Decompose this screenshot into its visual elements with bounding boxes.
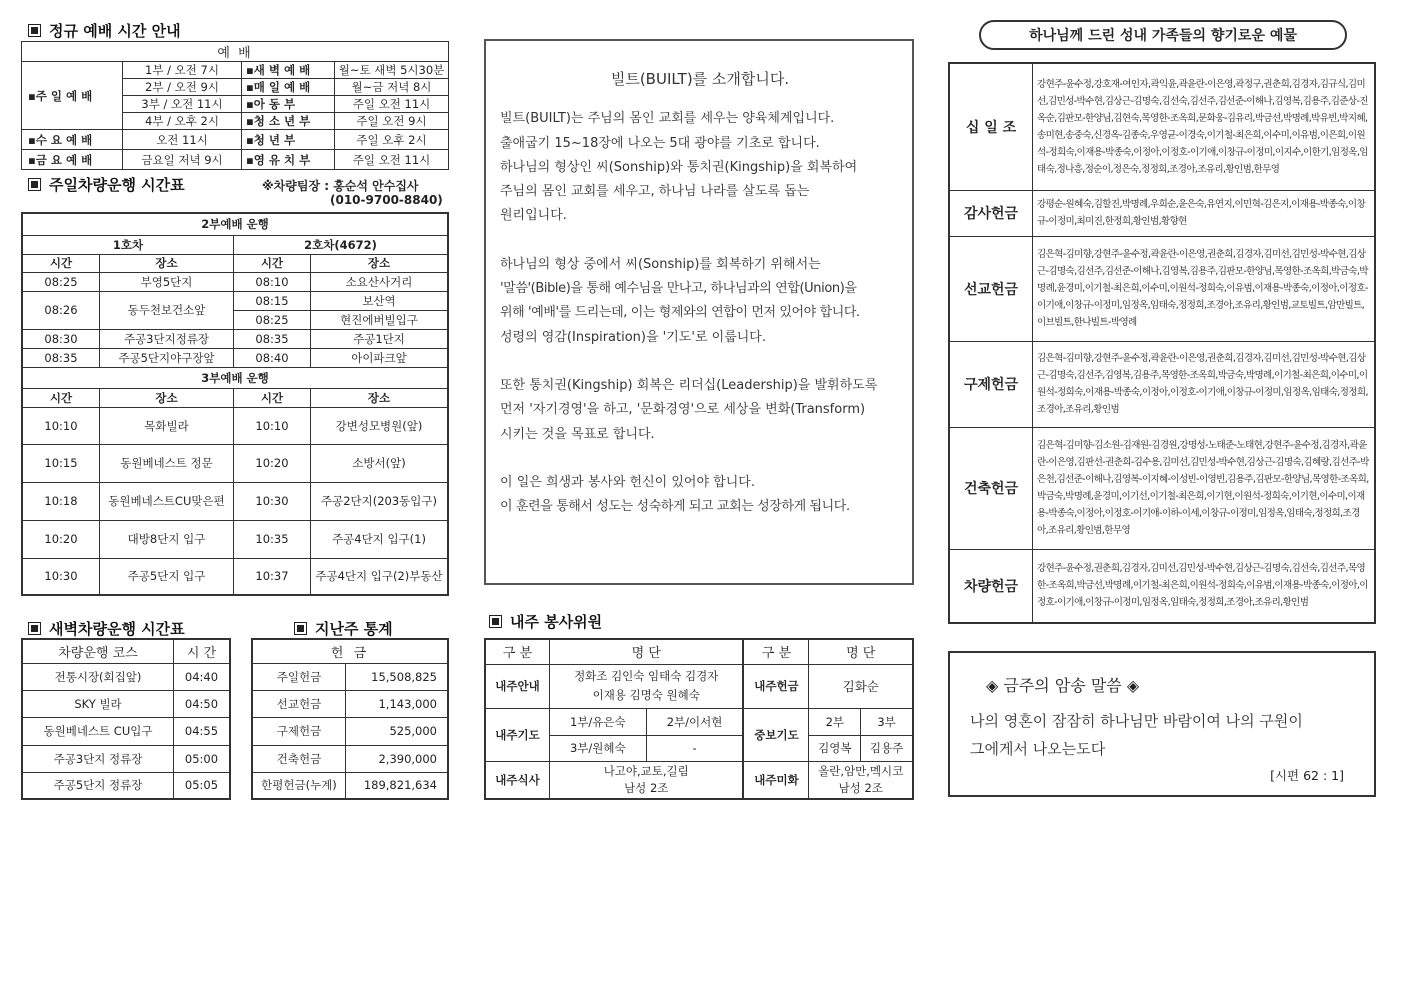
table-row: 한평헌금(누계) — [252, 772, 346, 799]
text-line: 하나님의 형상 중에서 씨(Sonship)를 회복하기 위해서는 — [500, 256, 821, 272]
built-paragraph-1 — [500, 107, 900, 228]
sunday-time-1: 1부 / 오전 7시 — [123, 62, 242, 79]
table-row: 보산역 — [311, 291, 449, 310]
built-paragraph-2 — [500, 253, 900, 350]
youth-label: ▪청 년 부 — [242, 130, 335, 150]
built-paragraph-4 — [500, 471, 900, 520]
bus-section-title — [28, 174, 185, 195]
table-row: 10:30 — [234, 482, 311, 520]
kinder-label: ▪영 유 치 부 — [242, 150, 335, 170]
table-row: 04:40 — [174, 663, 231, 690]
table-row: 소요산사거리 — [311, 272, 449, 291]
verse-reference: [시편 62 : 1] — [1270, 768, 1344, 783]
offering-names: 강현주-윤수정,강호재-여인자,곽익윤,곽윤란-이은영,곽정구,권춘희,김경자,김규식,김미선,김민성-박수현,김상근-김명숙,김선숙,김선주,김선준-이해나,김영복,김용주,김준상-진옥순,김판모-한양님,김현숙,목영한-조옥희,문화웅-김유리,박금선,박명례,박유빈,박지혜,송미현,송중숙,신경옥-김종숙,우영균-이경숙,이기철-최은희,이수미,이유범,이은희,이원석-정희숙,이재용-박종숙,이정아,이정호-이기애,이창규-이정미,이지수,이한기,임정옥,임태숙,정나흥,정순이,정은숙,정정희,조경아,조유리,황인범,한무영 — [1033, 63, 1376, 190]
worship-header: 예 배 — [22, 42, 449, 62]
table-row: 08:35 — [234, 329, 311, 348]
names-line: 올란,암만,멕시코 — [818, 763, 904, 778]
table-row: 대방8단지 입구 — [100, 520, 234, 558]
col-time: 시간 — [22, 388, 100, 407]
verse-line: 나의 영혼이 잠잠히 하나님만 바람이여 나의 구원이 — [970, 712, 1303, 730]
prayer-1: 1부/유은숙 — [550, 708, 647, 735]
built-intro-box — [484, 39, 914, 585]
verse-title: ◈ 금주의 암송 말씀 ◈ — [986, 676, 1140, 695]
text-line: 이 일은 희생과 봉사와 헌신이 있어야 합니다. — [500, 474, 755, 490]
text-line: 하나님의 형상인 씨(Sonship)와 통치권(Kingship)을 회복하여 — [500, 159, 858, 175]
table-row: 주공5단지야구장앞 — [100, 348, 234, 367]
friday-time: 금요일 저녁 9시 — [123, 150, 242, 170]
sunday-time-2: 2부 / 오전 9시 — [123, 79, 242, 96]
square-bullet-icon — [28, 622, 41, 635]
bus-leader: ※차량팀장 : 홍순석 안수집사 — [262, 179, 419, 193]
text-line: 주님의 몸인 교회를 세우고, 하나님 나라를 살도록 돕는 — [500, 184, 810, 200]
names-line: 이재용 김명숙 원혜숙 — [592, 688, 700, 702]
table-row: 주공5단지 입구 — [100, 558, 234, 595]
sunday-time-3: 3부 / 오전 11시 — [123, 96, 242, 113]
dawn-bus-table — [21, 638, 231, 800]
offering-names: 김은혁-김미향,강현주-윤수정,곽윤란-이은영,권춘희,김경자,김미선,김민성-박수현,김상근-김명숙,김선주,김영복,김용주,목영한-조옥희,박금숙,박명례,이기철-최은희,이수미,이원석-정희숙,이재용-박종숙,이정아,이정호-이기애,이창규-이정미,임정옥,임태숙,정정희,조경아,조유리,황인범 — [1033, 341, 1376, 427]
intercession-header-2: 2부 — [809, 708, 861, 735]
text-line: 출애굽기 15~18장에 나오는 5대 광야를 기초로 합니다. — [500, 135, 820, 151]
names-line: 나고야,교토,길림 — [603, 763, 689, 778]
intercession-header-3: 3부 — [861, 708, 913, 735]
text-line: 이 훈련을 통해서 성도는 성숙하게 되고 교회는 성장하게 됩니다. — [500, 499, 850, 515]
col-time: 시 간 — [174, 639, 231, 663]
table-row: 05:00 — [174, 745, 231, 772]
table-row: 04:55 — [174, 717, 231, 745]
text-line: 원리입니다. — [500, 208, 567, 224]
table-row: 08:40 — [234, 348, 311, 367]
offerings-title-pill — [979, 20, 1347, 50]
text-line: 먼저 '자기경영'을 하고, '문화경영'으로 세상을 변화(Transform) — [500, 402, 866, 418]
col-place: 장소 — [100, 388, 234, 407]
wednesday-time: 오전 11시 — [123, 130, 242, 150]
bus-title: 주일차량운행 시간표 — [49, 176, 185, 194]
offering-type-label: 선교헌금 — [949, 236, 1033, 341]
table-row: 동원베네스트CU맞은편 — [100, 482, 234, 520]
offering-type-label: 건축헌금 — [949, 427, 1033, 549]
table-row: 구제헌금 — [252, 717, 346, 745]
table-row: 08:25 — [234, 310, 311, 329]
stats-title: 지난주 통계 — [315, 620, 393, 638]
teen-label: ▪청 소 년 부 — [242, 113, 335, 130]
names-line: 남성 2조 — [838, 780, 883, 795]
table-row: 10:10 — [234, 407, 311, 444]
table-row: 주공3단지정류장 — [100, 329, 234, 348]
table-row: 10:37 — [234, 558, 311, 595]
text-line: 빌트(BUILT)는 주님의 몸인 교회를 세우는 양육체계입니다. — [500, 111, 835, 127]
stats-header: 헌 금 — [252, 639, 448, 663]
table-row: 08:25 — [22, 272, 100, 291]
servants-title: 내주 봉사위원 — [510, 613, 603, 631]
table-row: 04:50 — [174, 690, 231, 717]
offerings-table — [948, 62, 1376, 624]
text-line: 위해 '예배'를 드리는데, 이는 형제와의 연합이 먼저 있어야 합니다. — [500, 305, 860, 321]
kinder-time: 주일 오전 11시 — [335, 150, 449, 170]
col-names: 명 단 — [550, 639, 744, 664]
offering-type-label: 구제헌금 — [949, 341, 1033, 427]
table-row: 주공4단지 입구(2)부동산 — [311, 558, 449, 595]
worship-section-title — [28, 20, 181, 41]
table-row: 선교헌금 — [252, 690, 346, 717]
table-row: 525,000 — [346, 717, 449, 745]
offering-names: 김은혁-김미향-김소원-김재원-김경원,강명성-노태준-노태현,강현주-윤수정,김경자,곽윤란-이은영,김판선-권춘희-김수용,김미선,김민성-박수현,김상근-김명숙,김혜랑,김선주-박은천,김선준-이해나,김영복-이지혜-이성빈-이영빈,김용주,김판모-한양님,목영한-조옥희,박금숙,박명례,윤경미,이기선,이기철-최은희,이기현,이원석-정희숙,이기현,이수미,이재용-박종숙,이정아,이정호-이기애-이하-이세,이창규-이정미,임정옥,임태숙,정정희,조경아,조유리,황인범,한무영 — [1033, 427, 1376, 549]
meal-names — [550, 761, 744, 799]
table-row: 주공5단지 정류장 — [22, 772, 174, 799]
offering-names: 강현주-윤수정,권춘희,김경자,김미선,김민성-박수현,김상근-김명숙,김선숙,김선주,목영한-조옥희,박금선,박명례,이기철-최은희,이원석-정희숙,이유범,이재용-박종숙,이정아,이정호-이기애,이창규-이정미,임정옥,임태숙,정정희,조경아,조유리,황인범 — [1033, 549, 1376, 623]
table-row: 08:10 — [234, 272, 311, 291]
square-bullet-icon — [28, 178, 41, 191]
guide-names — [550, 664, 744, 708]
table-row: 05:05 — [174, 772, 231, 799]
worship-title: 정규 예배 시간 안내 — [49, 22, 181, 40]
table-row: 1,143,000 — [346, 690, 449, 717]
offerings-title: 하나님께 드린 성내 가족들의 향기로운 예물 — [1029, 28, 1297, 44]
dawn-time: 월~토 새벽 5시30분 — [335, 62, 449, 79]
daily-label: ▪매 일 예 배 — [242, 79, 335, 96]
car2-header: 2호차(4672) — [234, 235, 449, 254]
table-row: 15,508,825 — [346, 663, 449, 690]
cleaning-names — [809, 761, 913, 799]
table-row: 주공2단지(203동입구) — [311, 482, 449, 520]
worship-schedule-table — [21, 41, 449, 170]
col-time: 시간 — [234, 388, 311, 407]
names-line: 남성 2조 — [624, 780, 669, 795]
table-row: 건축헌금 — [252, 745, 346, 772]
verse-text — [970, 707, 1303, 763]
children-time: 주일 오전 11시 — [335, 96, 449, 113]
memory-verse-box — [948, 651, 1376, 797]
text-line: 시키는 것을 목표로 합니다. — [500, 426, 655, 442]
table-row: 주공3단지 정류장 — [22, 745, 174, 772]
cleaning-label: 내주미화 — [743, 761, 809, 799]
table-row: 08:35 — [22, 348, 100, 367]
offering-names: 김화순 — [809, 664, 913, 708]
dawn-label: ▪새 벽 예 배 — [242, 62, 335, 79]
table-row: 동원베네스트 정문 — [100, 444, 234, 482]
square-bullet-icon — [489, 615, 502, 628]
col-time: 시간 — [22, 254, 100, 272]
dawn-title: 새벽차량운행 시간표 — [49, 620, 185, 638]
table-row: 08:30 — [22, 329, 100, 348]
intercession-label: 중보기도 — [743, 708, 809, 761]
table-row: 전통시장(회집앞) — [22, 663, 174, 690]
table-row: 주공4단지 입구(1) — [311, 520, 449, 558]
table-row: 10:15 — [22, 444, 100, 482]
text-line: 성령의 영감(Inspiration)을 '기도'로 이룹니다. — [500, 329, 766, 345]
table-row: 아이파크앞 — [311, 348, 449, 367]
friday-label: ▪금 요 예 배 — [22, 150, 123, 170]
servants-section-title — [489, 611, 602, 632]
teen-time: 주일 오전 9시 — [335, 113, 449, 130]
service2-header: 2부예배 운행 — [22, 213, 448, 235]
col-division: 구 분 — [743, 639, 809, 664]
built-title: 빌트(BUILT)를 소개합니다. — [610, 70, 790, 88]
daily-time: 월~금 저녁 8시 — [335, 79, 449, 96]
bus-phone: (010-9700-8840) — [330, 193, 443, 207]
table-row: 08:26 — [22, 291, 100, 329]
sunday-bus-table — [21, 212, 449, 596]
table-row: SKY 빌라 — [22, 690, 174, 717]
table-row: 10:20 — [234, 444, 311, 482]
verse-line: 그에게서 나오는도다 — [970, 740, 1106, 758]
car1-header: 1호차 — [22, 235, 234, 254]
built-paragraph-3 — [500, 374, 900, 447]
table-row: 10:18 — [22, 482, 100, 520]
table-row: 동원베네스트 CU입구 — [22, 717, 174, 745]
dawn-section-title — [28, 618, 185, 639]
sunday-label: ▪주 일 예 배 — [22, 62, 123, 130]
children-label: ▪아 동 부 — [242, 96, 335, 113]
offering-names: 강평순-원혜숙,김할진,박명례,우희순,윤은숙,유연지,이민혁-김은지,이재용-박종숙,이창규-이정미,최미진,한정희,황인범,황향현 — [1033, 190, 1376, 236]
stats-table — [251, 638, 449, 800]
meal-label: 내주식사 — [485, 761, 550, 799]
table-row: 소방서(앞) — [311, 444, 449, 482]
intercession-name-3: 김용주 — [861, 735, 913, 761]
table-row: 189,821,634 — [346, 772, 449, 799]
prayer-4: - — [646, 735, 743, 761]
offering-label: 내주헌금 — [743, 664, 809, 708]
table-row: 목화빌라 — [100, 407, 234, 444]
col-names: 명 단 — [809, 639, 913, 664]
square-bullet-icon — [294, 622, 307, 635]
table-row: 부영5단지 — [100, 272, 234, 291]
offering-names: 김은혁-김미향,강현주-윤수정,곽윤란-이은영,권춘희,김경자,김미선,김민성-박수현,김상근-김명숙,김선주,김선준-이해나,김영복,김용주,김판모-한양님,목영한-조옥희,박금숙,박명례,윤경미,이기철-최은희,이수미,이원석-정희숙,이유범,이재용-박종숙,이정아,이정호-이기애,이창규-이정미,임정옥,임태숙,정정희,조경아,조유리,황인범,교토빌트,암만빌트,이브빌트,한나빌트-박영례 — [1033, 236, 1376, 341]
square-bullet-icon — [28, 24, 41, 37]
service3-header: 3부예배 운행 — [22, 367, 448, 388]
names-line: 정화조 김인숙 임태숙 김경자 — [574, 669, 719, 683]
table-row: 10:30 — [22, 558, 100, 595]
col-course: 차량운행 코스 — [22, 639, 174, 663]
table-row: 주일헌금 — [252, 663, 346, 690]
text-line: 또한 통치권(Kingship) 회복은 리더십(Leadership)을 발휘하도록 — [500, 377, 878, 393]
table-row: 2,390,000 — [346, 745, 449, 772]
col-place: 장소 — [311, 388, 449, 407]
wednesday-label: ▪수 요 예 배 — [22, 130, 123, 150]
sunday-time-4: 4부 / 오후 2시 — [123, 113, 242, 130]
servants-table — [484, 638, 914, 800]
table-row: 강변성모병원(앞) — [311, 407, 449, 444]
table-row: 현진에버빌입구 — [311, 310, 449, 329]
youth-time: 주일 오후 2시 — [335, 130, 449, 150]
table-row: 10:10 — [22, 407, 100, 444]
offering-type-label: 십 일 조 — [949, 63, 1033, 190]
table-row: 동두천보건소앞 — [100, 291, 234, 329]
intercession-name-2: 김영복 — [809, 735, 861, 761]
offering-type-label: 감사헌금 — [949, 190, 1033, 236]
prayer-label: 내주기도 — [485, 708, 550, 761]
guide-label: 내주안내 — [485, 664, 550, 708]
table-row: 주공1단지 — [311, 329, 449, 348]
offering-type-label: 차량헌금 — [949, 549, 1033, 623]
prayer-3: 3부/원혜숙 — [550, 735, 647, 761]
table-row: 08:15 — [234, 291, 311, 310]
table-row: 10:20 — [22, 520, 100, 558]
col-place: 장소 — [100, 254, 234, 272]
col-time: 시간 — [234, 254, 311, 272]
table-row: 10:35 — [234, 520, 311, 558]
prayer-2: 2부/이서현 — [646, 708, 743, 735]
text-line: '말씀'(Bible)을 통해 예수님을 만나고, 하나님과의 연합(Union)을 — [500, 281, 857, 297]
col-place: 장소 — [311, 254, 449, 272]
col-division: 구 분 — [485, 639, 550, 664]
stats-section-title — [294, 618, 393, 639]
